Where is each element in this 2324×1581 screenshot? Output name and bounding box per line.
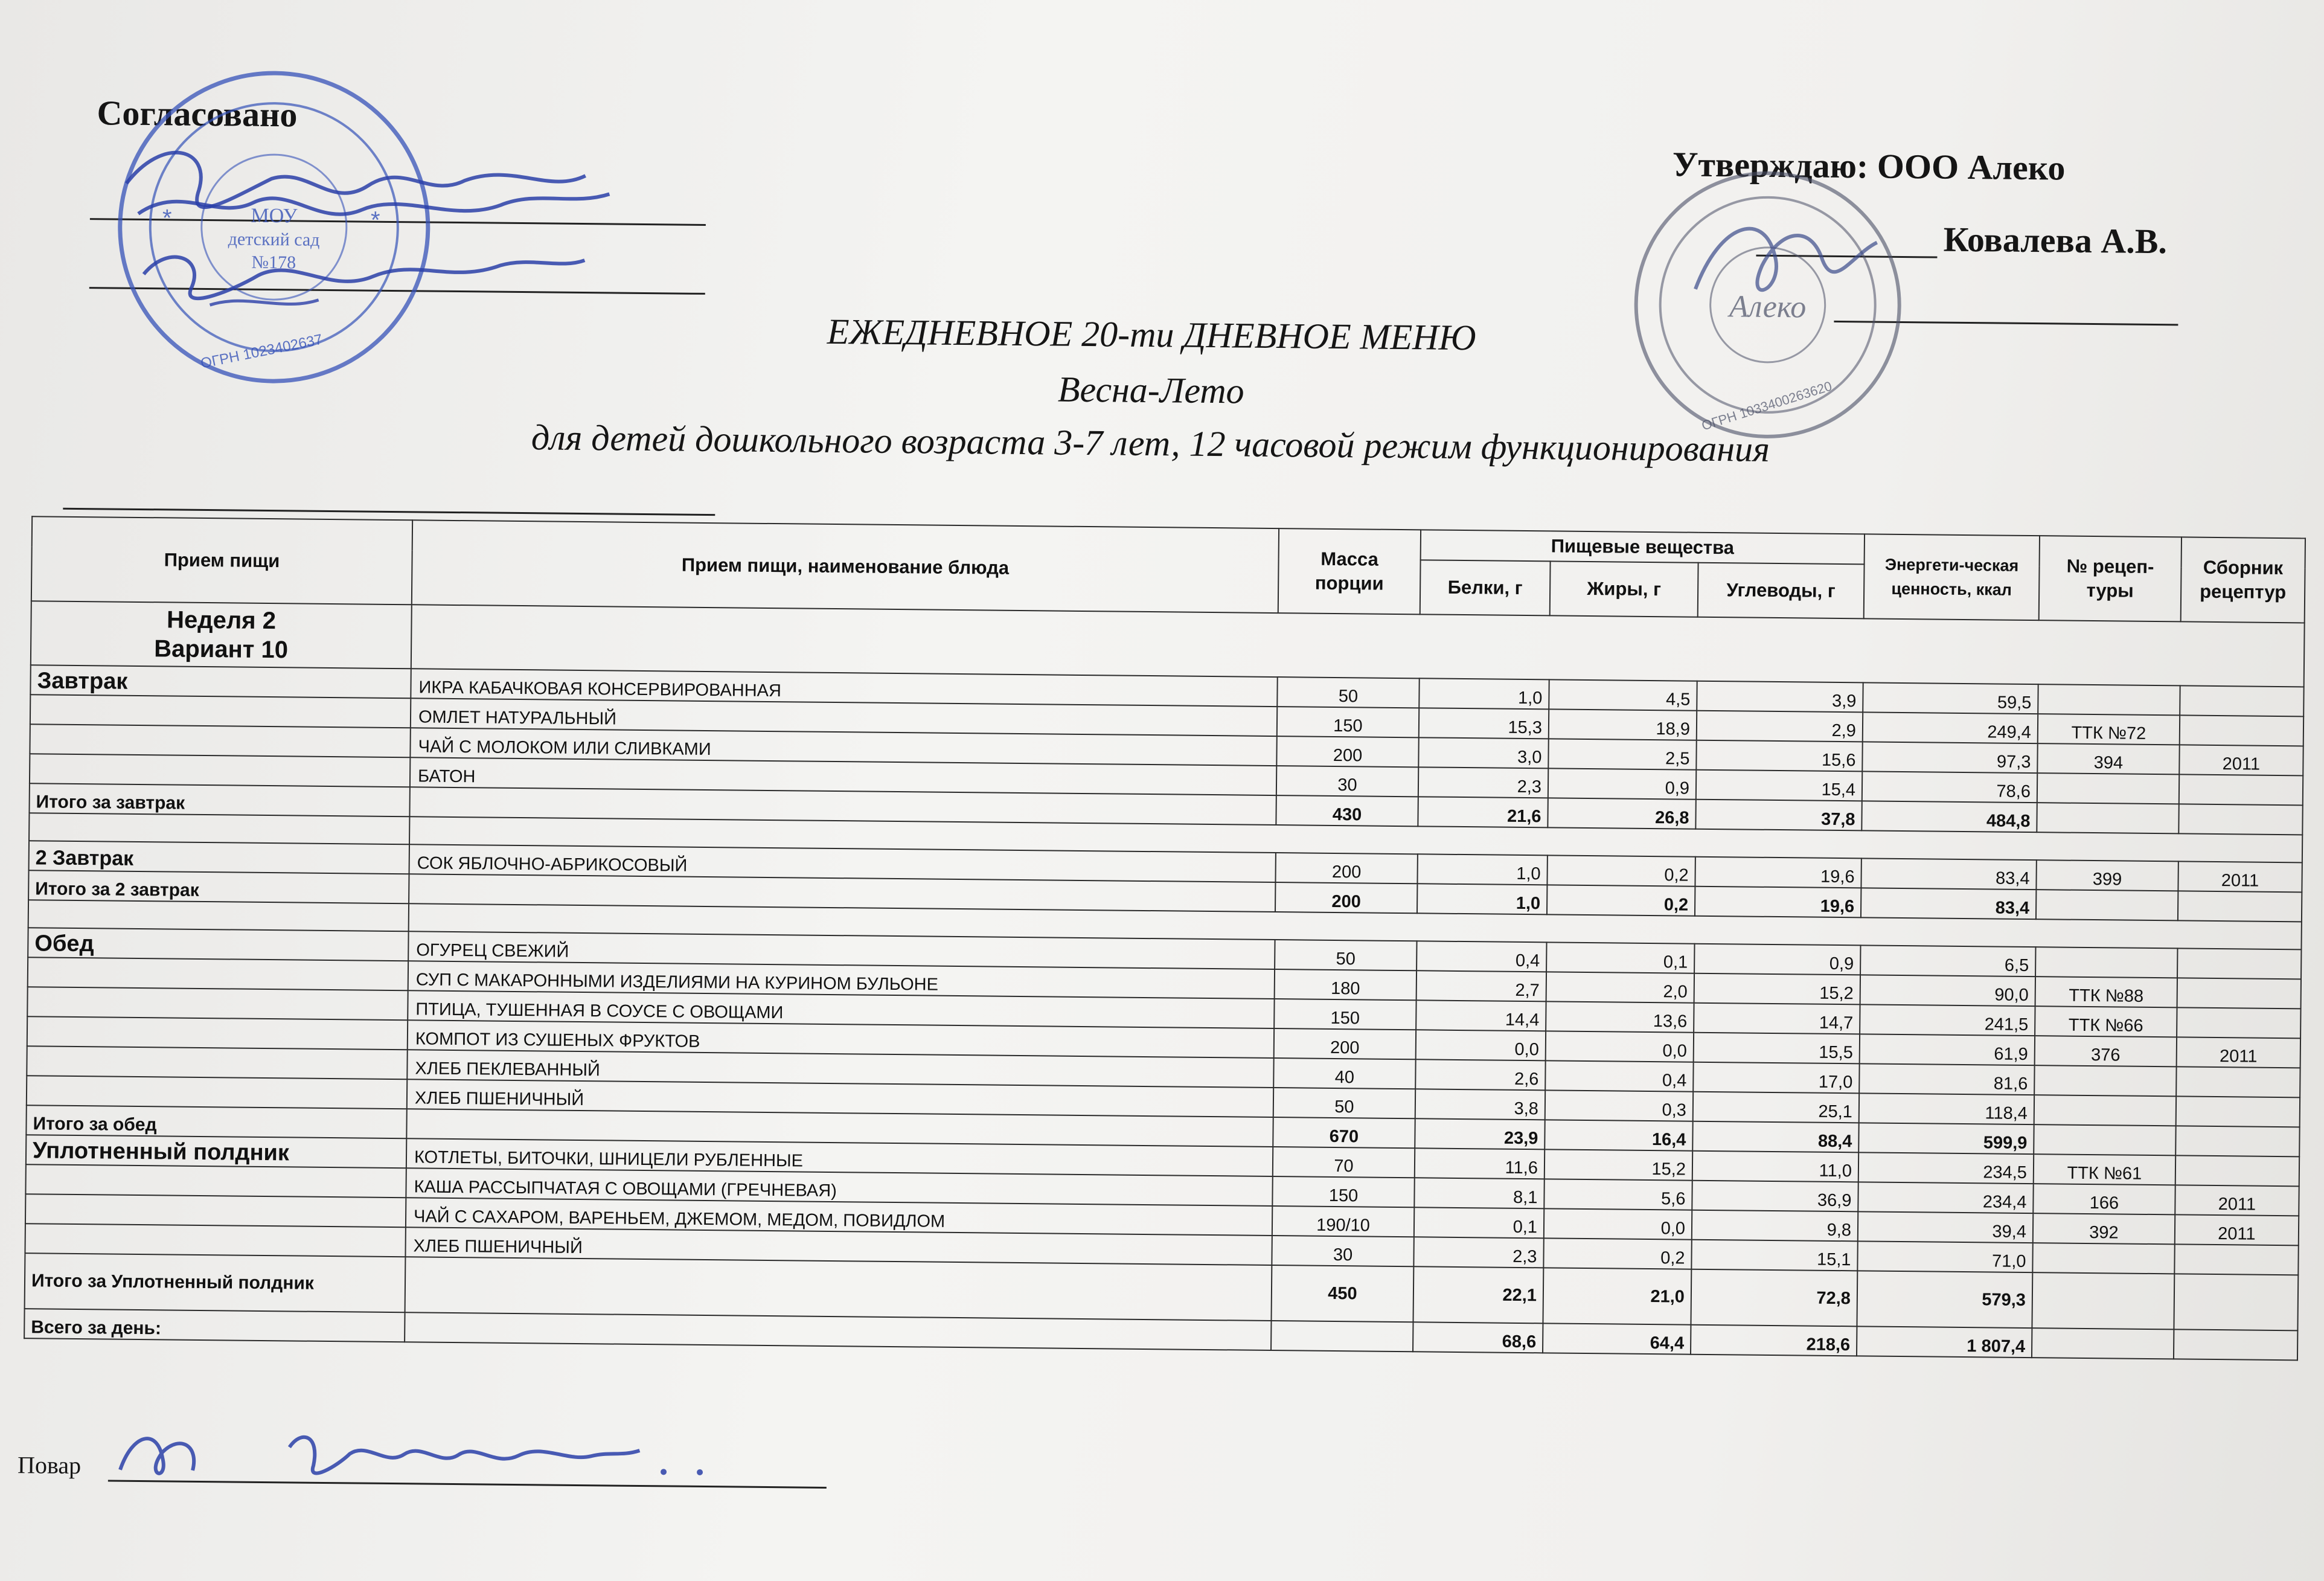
dish-recipe: ТТК №66 [2035,1006,2177,1037]
approval-right-label: Утверждаю: ООО Алеко [1672,144,2066,188]
header-mass: Масса порции [1278,528,1421,614]
dish-collection [2174,1244,2298,1275]
dish-collection [2177,1007,2300,1038]
svg-text:№178: №178 [251,252,296,273]
menu-season: Весна-Лето [1057,369,1244,411]
dish-carbs: 15,1 [1691,1240,1857,1271]
meal-label-breakfast: Завтрак [30,665,411,698]
dish-name: СОК ЯБЛОЧНО-АБРИКОСОВЫЙ [409,844,1276,882]
header-nutrients: Пищевые вещества [1421,530,1865,564]
total-protein: 1,0 [1417,884,1547,914]
meal-label-breakfast-2: 2 Завтрак [29,841,409,874]
dish-collection [2177,948,2301,979]
dish-protein: 1,0 [1419,678,1549,709]
dish-mass: 200 [1274,1028,1416,1059]
dish-name: ЧАЙ С САХАРОМ, ВАРЕНЬЕМ, ДЖЕМОМ, МЕДОМ, ПОВИДЛОМ [406,1198,1272,1236]
dish-mass: 50 [1275,940,1416,970]
dish-recipe [2035,947,2177,978]
total-carbs: 88,4 [1692,1121,1858,1153]
total-protein: 22,1 [1413,1266,1543,1323]
header-meal: Прием пищи [31,516,412,604]
dish-name: КОМПОТ ИЗ СУШЕНЫХ ФРУКТОВ [408,1020,1274,1058]
dish-protein: 0,4 [1416,941,1546,972]
total-fat: 0,2 [1547,885,1695,916]
svg-text:*: * [162,205,172,232]
cook-signature [108,1409,773,1501]
total-label: Итого за обед [26,1105,406,1138]
dish-carbs: 15,5 [1694,1033,1860,1064]
dish-protein: 2,7 [1416,970,1546,1001]
dish-protein: 1,0 [1417,854,1547,885]
dish-carbs: 36,9 [1692,1181,1858,1212]
dish-carbs: 9,8 [1692,1210,1858,1242]
total-protein: 21,6 [1418,797,1548,827]
svg-text:МОУ: МОУ [251,204,298,228]
dish-energy: 81,6 [1859,1063,2034,1095]
day-total-fat: 64,4 [1543,1323,1691,1354]
total-mass: 200 [1275,882,1417,913]
cook-label: Повар [17,1451,82,1480]
dish-recipe: 166 [2033,1184,2175,1214]
dish-mass: 50 [1277,677,1419,708]
dish-carbs: 3,9 [1697,681,1863,713]
dish-collection [2180,685,2303,716]
dish-energy: 241,5 [1860,1004,2035,1036]
dish-fat: 18,9 [1549,709,1697,740]
dish-collection [2176,1066,2300,1097]
header-energy: Энергети-ческая ценность, ккал [1864,534,2040,620]
dish-carbs: 15,4 [1696,770,1862,801]
total-energy: 83,4 [1861,888,2036,919]
day-total-energy: 1 807,4 [1857,1326,2032,1358]
dish-mass: 30 [1276,766,1418,797]
dish-protein: 8,1 [1414,1178,1544,1208]
meal-label-lunch: Обед [28,928,408,961]
dish-name: СУП С МАКАРОННЫМИ ИЗДЕЛИЯМИ НА КУРИНОМ БУЛЬОНЕ [408,961,1275,999]
dish-fat: 2,5 [1548,739,1696,769]
dish-name: БАТОН [410,757,1276,795]
dish-carbs: 0,9 [1694,944,1860,975]
dish-energy: 6,5 [1860,945,2035,976]
svg-text:детский сад: детский сад [228,229,320,250]
total-fat: 16,4 [1545,1120,1692,1150]
dish-carbs: 15,6 [1696,740,1862,772]
header-fat: Жиры, г [1550,561,1698,617]
dish-mass: 200 [1276,736,1418,767]
dish-carbs: 15,2 [1694,973,1860,1005]
total-fat: 21,0 [1543,1268,1691,1324]
menu-title: ЕЖЕДНЕВНОЕ 20-ти ДНЕВНОЕ МЕНЮ [827,311,1476,358]
svg-text:Алеко: Алеко [1729,289,1807,325]
dish-protein: 2,3 [1418,767,1548,798]
day-total-carbs: 218,6 [1691,1325,1857,1356]
dish-energy: 78,6 [1862,771,2037,803]
total-energy: 599,9 [1858,1123,2034,1154]
total-energy: 579,3 [1857,1271,2032,1328]
total-carbs: 19,6 [1695,887,1861,918]
dish-protein: 14,4 [1416,1000,1546,1031]
dish-protein: 11,6 [1415,1148,1545,1179]
dish-fat: 5,6 [1544,1179,1692,1210]
day-total-label: Всего за день: [24,1309,405,1342]
dish-protein: 15,3 [1419,708,1549,739]
total-label: Итого за 2 завтрак [28,870,409,903]
week-label: Неделя 2 [166,606,277,635]
dish-fat: 2,0 [1546,972,1694,1002]
dish-energy: 39,4 [1858,1211,2033,1243]
dish-mass: 190/10 [1272,1206,1414,1237]
dish-name: КОТЛЕТЫ, БИТОЧКИ, ШНИЦЕЛИ РУБЛЕННЫЕ [406,1138,1273,1176]
title-underline [63,508,715,516]
total-energy: 484,8 [1861,801,2037,832]
dish-energy: 97,3 [1862,742,2037,773]
dish-fat: 0,0 [1544,1208,1692,1239]
dish-fat: 15,2 [1545,1149,1692,1180]
dish-mass: 30 [1272,1236,1413,1266]
total-protein: 23,9 [1415,1118,1545,1149]
dish-protein: 2,6 [1415,1059,1545,1090]
approval-right-name: Ковалева А.В. [1943,219,2168,261]
variant-label: Вариант 10 [153,635,289,664]
total-carbs: 37,8 [1695,800,1861,831]
dish-energy: 234,4 [1858,1182,2033,1213]
dish-protein: 3,0 [1418,737,1548,768]
dish-carbs: 19,6 [1695,857,1861,888]
dish-carbs: 14,7 [1694,1003,1860,1034]
dish-mass: 200 [1275,853,1417,884]
dish-energy: 61,9 [1860,1034,2035,1065]
dish-carbs: 2,9 [1697,711,1863,742]
header-carbs: Углеводы, г [1698,563,1865,619]
total-fat: 26,8 [1548,798,1695,829]
dish-recipe: 392 [2033,1213,2175,1244]
dish-recipe [2034,1065,2176,1096]
header-protein: Белки, г [1420,560,1551,615]
dish-name: ЧАЙ С МОЛОКОМ ИЛИ СЛИВКАМИ [410,728,1276,766]
approval-left-label: Согласовано [97,93,298,135]
dish-fat: 0,4 [1545,1060,1693,1091]
dish-recipe [2034,1095,2176,1126]
dish-fat: 4,5 [1549,679,1697,710]
dish-recipe: 394 [2037,743,2179,774]
dish-fat: 0,1 [1546,942,1694,973]
dish-carbs: 11,0 [1692,1151,1858,1182]
dish-recipe [2037,773,2179,804]
dish-recipe: 399 [2036,860,2178,891]
dish-mass: 50 [1273,1088,1415,1118]
dish-energy: 118,4 [1859,1093,2034,1124]
total-mass: 670 [1273,1117,1415,1148]
week-variant-cell [31,601,412,669]
dish-recipe: 376 [2035,1036,2177,1066]
header-dish: Прием пищи, наименование блюда [412,520,1279,613]
dish-collection: 2011 [2175,1214,2299,1245]
dish-carbs: 25,1 [1693,1092,1859,1123]
svg-text:ОГРН 1023402637: ОГРН 1023402637 [199,331,324,372]
dish-name: ОМЛЕТ НАТУРАЛЬНЫЙ [411,698,1277,736]
dish-energy: 90,0 [1860,975,2035,1006]
total-mass: 450 [1271,1265,1413,1322]
header-recipe: № рецеп-туры [2039,536,2182,621]
meal-label-snack: Уплотненный полдник [26,1135,406,1168]
dish-carbs: 17,0 [1693,1062,1859,1094]
dish-name: КАША РАССЫПЧАТАЯ С ОВОЩАМИ (ГРЕЧНЕВАЯ) [406,1168,1272,1206]
dish-energy: 83,4 [1861,858,2036,890]
dish-mass: 70 [1273,1147,1415,1178]
dish-mass: 40 [1273,1058,1415,1089]
approval-left-signature [89,111,695,340]
dish-name: ПТИЦА, ТУШЕННАЯ В СОУСЕ С ОВОЩАМИ [408,990,1274,1028]
dish-protein: 0,1 [1414,1207,1544,1238]
dish-collection: 2011 [2178,861,2302,892]
dish-mass: 150 [1272,1176,1414,1207]
dish-fat: 0,3 [1545,1090,1693,1121]
dish-fat: 0,2 [1547,855,1695,886]
svg-text:*: * [370,207,380,234]
dish-collection: 2011 [2177,1037,2300,1068]
dish-collection [2179,774,2303,805]
dish-recipe [2032,1243,2174,1274]
dish-recipe: ТТК №72 [2038,714,2180,745]
day-total-protein: 68,6 [1413,1322,1543,1353]
dish-collection [2180,715,2303,746]
dish-name: ХЛЕБ ПШЕНИЧНЫЙ [407,1079,1273,1117]
dish-collection: 2011 [2179,745,2303,775]
dish-energy: 249,4 [1863,712,2038,743]
dish-fat: 0,2 [1543,1238,1691,1269]
dish-mass: 150 [1274,999,1416,1030]
header-collection: Сборник рецептур [2181,537,2305,623]
dish-mass: 150 [1277,707,1419,737]
dish-name: ХЛЕБ ПШЕНИЧНЫЙ [405,1227,1272,1265]
dish-protein: 3,8 [1415,1089,1545,1120]
dish-recipe [2038,684,2180,715]
dish-fat: 0,0 [1546,1031,1694,1062]
total-label: Итого за Уплотненный полдник [25,1253,406,1312]
dish-name: ОГУРЕЦ СВЕЖИЙ [408,931,1275,969]
menu-table [24,516,2306,1361]
dish-fat: 0,9 [1548,768,1696,799]
dish-energy: 234,5 [1858,1152,2034,1184]
dish-energy: 71,0 [1857,1241,2032,1272]
dish-collection [2175,1155,2299,1186]
dish-name: ИКРА КАБАЧКОВАЯ КОНСЕРВИРОВАННАЯ [411,669,1277,707]
svg-text:ОГРН 1033400263620: ОГРН 1033400263620 [1700,378,1834,434]
dish-recipe: ТТК №61 [2034,1154,2175,1185]
dish-mass: 180 [1275,969,1416,1000]
dish-energy: 59,5 [1863,682,2038,714]
dish-fat: 13,6 [1546,1001,1694,1032]
total-label: Итого за завтрак [29,783,409,816]
total-mass: 430 [1276,795,1418,826]
menu-subtitle: для детей дошкольного возраста 3-7 лет, 12 часовой режим функционирования [531,417,1770,469]
dish-collection [2177,978,2301,1009]
dish-protein: 2,3 [1413,1237,1543,1268]
dish-protein: 0,0 [1416,1030,1546,1060]
dish-name: ХЛЕБ ПЕКЛЕВАННЫЙ [407,1050,1273,1088]
dish-recipe: ТТК №88 [2035,976,2177,1007]
total-carbs: 72,8 [1691,1269,1857,1327]
dish-collection: 2011 [2175,1185,2299,1216]
dish-collection [2176,1096,2300,1127]
